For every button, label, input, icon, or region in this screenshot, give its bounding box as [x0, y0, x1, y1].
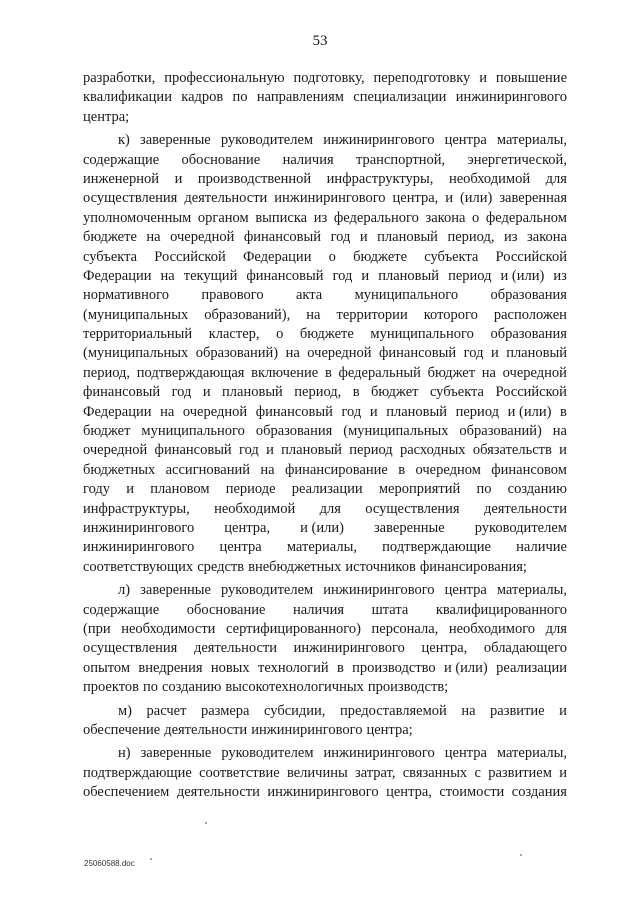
word: руководителем	[220, 582, 314, 599]
word: центра,	[392, 190, 439, 207]
word: подготовку,	[293, 70, 365, 86]
word: образования	[490, 326, 567, 343]
word: инжинирингового	[83, 519, 195, 536]
word: расположен	[493, 306, 567, 323]
text-line	[83, 620, 567, 639]
word: предоставляемой	[339, 702, 447, 719]
text-line	[83, 702, 567, 721]
word: связанных	[402, 764, 468, 781]
word: инжинирингового	[455, 89, 567, 106]
word: средств	[197, 558, 245, 575]
word: и	[361, 267, 370, 284]
word: расчет	[146, 702, 187, 719]
word: на	[160, 267, 175, 284]
word: (муниципальных	[343, 423, 449, 440]
word: создания	[511, 784, 567, 801]
word: плановый	[222, 384, 283, 401]
word: осуществления	[365, 500, 460, 517]
word: субъекта	[429, 384, 484, 401]
word: соответствие	[199, 764, 280, 781]
word: центра;	[83, 108, 130, 125]
word: в	[324, 364, 332, 381]
word: для	[545, 620, 567, 637]
word: муниципального	[354, 287, 459, 304]
word: плановый	[386, 403, 448, 420]
word: затрат,	[354, 764, 396, 781]
word: Федерации	[83, 267, 152, 284]
word: н)	[118, 745, 131, 762]
word: с	[474, 764, 481, 781]
text-line	[83, 228, 567, 247]
word: содержащие	[83, 151, 160, 168]
text-line	[83, 88, 567, 107]
word: профессиональную	[164, 70, 285, 86]
word: очередной	[307, 345, 372, 362]
word: плановый	[377, 229, 438, 246]
word: год	[171, 384, 192, 401]
word: материалы,	[496, 582, 567, 599]
word: (муниципальных	[83, 345, 189, 362]
word: на	[461, 702, 476, 719]
word: руководителем	[221, 745, 314, 762]
word: период,	[447, 229, 495, 246]
word: реализации	[496, 659, 567, 676]
word: (муниципальных	[83, 306, 189, 323]
word: акта	[296, 287, 323, 304]
word: наличие	[516, 539, 567, 556]
text-line	[83, 744, 567, 763]
word: финансовый	[246, 267, 324, 284]
word: плановый	[506, 345, 567, 362]
word: финансовый	[379, 345, 457, 362]
text-line	[83, 678, 567, 697]
word: муниципального	[141, 423, 245, 440]
word: год	[332, 267, 353, 284]
word: образования	[490, 287, 567, 304]
word: деятельности	[164, 721, 248, 738]
word: транспортной,	[355, 151, 446, 168]
word: и	[559, 764, 567, 781]
word: и	[559, 442, 567, 459]
word: опытом	[83, 659, 131, 676]
word: и (или)	[500, 267, 545, 284]
text-line	[83, 639, 567, 658]
word: кластер,	[208, 326, 260, 343]
word: период,	[294, 384, 342, 401]
word: образований),	[204, 306, 291, 323]
word: федерального	[333, 209, 419, 226]
word: инжинирингового	[274, 190, 386, 207]
word: плановый	[281, 442, 342, 459]
word: финансовом	[491, 461, 567, 478]
text-line	[83, 783, 567, 802]
word: год	[239, 442, 259, 459]
text-line	[83, 403, 567, 422]
scan-speck	[150, 858, 152, 860]
word: производство	[352, 659, 436, 676]
text-line	[83, 364, 567, 383]
word: необходимого	[448, 620, 536, 637]
word: на	[146, 229, 161, 246]
word: центра,	[386, 784, 432, 801]
word: наличия	[282, 151, 334, 168]
word: производств;	[367, 679, 449, 696]
word: очередной	[182, 403, 248, 420]
word: центра,	[224, 519, 271, 536]
page-number: 53	[312, 33, 328, 49]
word: центра	[444, 745, 487, 762]
word: на	[285, 345, 300, 362]
word: и (или)	[507, 403, 552, 420]
word: федеральном	[485, 209, 567, 226]
word: и	[479, 70, 487, 86]
text-line	[83, 422, 567, 441]
word: инжинирингового	[323, 132, 435, 149]
word: инжинирингового	[323, 582, 435, 599]
word: руководителем	[220, 132, 314, 149]
word: соответствующих	[83, 558, 194, 575]
word: инжинирингового	[323, 745, 435, 762]
text-line	[83, 267, 567, 286]
word: штата	[371, 601, 409, 618]
text-line	[83, 764, 567, 783]
word: переподготовку	[373, 70, 471, 86]
word: материалы,	[496, 132, 567, 149]
word: о	[276, 326, 284, 343]
word: заверенная	[499, 190, 567, 207]
word: период	[349, 442, 393, 459]
word: бюджете	[353, 248, 408, 265]
text-line	[83, 108, 567, 127]
word: заверенные	[140, 132, 211, 149]
word: правового	[201, 287, 264, 304]
word: расходных	[399, 442, 466, 459]
word: центра	[219, 539, 262, 556]
word: в	[560, 403, 567, 420]
word: центра	[444, 582, 487, 599]
word: сертифицированного)	[226, 620, 361, 637]
word: проектов	[83, 679, 139, 696]
word: центра	[444, 132, 487, 149]
text-line	[83, 519, 567, 538]
word: деятельности	[193, 640, 277, 657]
word: выписка	[255, 209, 308, 226]
word: инжинирингового	[251, 721, 363, 738]
scan-speck	[205, 822, 207, 824]
text-line	[83, 558, 567, 577]
word: финансирования;	[419, 558, 527, 575]
word: год	[330, 229, 351, 246]
word: Российской	[495, 248, 567, 265]
word: наличия	[292, 601, 345, 618]
word: финансовый	[83, 384, 161, 401]
word: субъекта	[424, 248, 479, 265]
word: и	[490, 345, 499, 362]
word: подтверждающие	[382, 539, 491, 556]
word: реализации	[291, 481, 363, 498]
word: к)	[118, 132, 130, 149]
text-line	[83, 209, 567, 228]
word: ассигнований	[165, 461, 250, 478]
word: технологий	[258, 659, 329, 676]
word: центра;	[366, 721, 413, 738]
word: обязательств	[472, 442, 552, 459]
word: размера	[200, 702, 250, 719]
word: созданию	[161, 679, 222, 696]
word: Федерации	[242, 248, 312, 265]
word: на	[260, 461, 275, 478]
word: заверенные	[373, 519, 445, 536]
word: (или)	[459, 190, 493, 207]
word: деятельности	[184, 190, 268, 207]
word: из	[504, 229, 518, 246]
text-line	[83, 581, 567, 600]
body-text	[83, 69, 567, 802]
word: квалифицированного	[435, 601, 567, 618]
text-line	[83, 170, 567, 189]
text-line	[83, 286, 567, 305]
word: плановый	[378, 267, 440, 284]
word: источников	[345, 558, 416, 575]
text-line	[83, 480, 567, 499]
word: и	[202, 384, 211, 401]
word: специализации	[353, 89, 447, 106]
word: внебюджетных	[248, 558, 342, 575]
word: федеральный	[338, 364, 421, 381]
word: из	[313, 209, 328, 226]
text-line	[83, 500, 567, 519]
word: для	[545, 170, 567, 187]
word: период,	[83, 364, 131, 381]
word: внедрения	[138, 659, 203, 676]
word: центра,	[421, 640, 468, 657]
word: осуществления	[83, 190, 178, 207]
word: очередном	[415, 461, 481, 478]
word: очередной	[83, 442, 148, 459]
text-line	[83, 383, 567, 402]
text-line	[83, 131, 567, 150]
word: повышение	[495, 70, 567, 86]
word: образования	[255, 423, 333, 440]
text-line	[83, 306, 567, 325]
word: и	[126, 481, 134, 498]
word: подтверждающие	[83, 764, 192, 781]
word: периоде	[225, 481, 276, 498]
word: нормативного	[83, 287, 169, 304]
word: год	[463, 345, 484, 362]
word: обоснование	[186, 601, 266, 618]
word: кадров	[181, 89, 224, 106]
word: (при	[83, 620, 111, 637]
word: по	[232, 89, 248, 106]
word: субъекта	[83, 248, 138, 265]
word: из	[553, 267, 567, 284]
word: развитием	[488, 764, 552, 781]
word: и	[559, 702, 567, 719]
word: текущий	[183, 267, 238, 284]
word: квалификации	[83, 89, 172, 106]
text-line	[83, 189, 567, 208]
word: бюджет	[427, 364, 476, 381]
word: по	[142, 679, 158, 696]
word: м)	[118, 702, 133, 719]
word: обеспечением	[83, 784, 170, 801]
word: в	[398, 461, 406, 478]
word: инфраструктуры,	[326, 170, 434, 187]
word: очередной	[170, 229, 235, 246]
word: заверенные	[140, 745, 212, 762]
word: обладающего	[483, 640, 567, 657]
word: направлениям	[256, 89, 344, 106]
word: и	[266, 442, 274, 459]
word: развитие	[490, 702, 545, 719]
word: на	[552, 423, 567, 440]
word: содержащие	[83, 601, 160, 618]
word: бюджете	[83, 229, 137, 246]
word: для	[319, 500, 341, 517]
word: году	[83, 481, 111, 498]
word: величины	[286, 764, 348, 781]
word: стоимости	[439, 784, 505, 801]
text-line	[83, 538, 567, 557]
word: образований)	[459, 423, 542, 440]
word: очередной	[502, 364, 567, 381]
word: материалы,	[496, 745, 567, 762]
word: подтверждающая	[136, 364, 245, 381]
word: закона	[527, 229, 567, 246]
word: обоснование	[181, 151, 261, 168]
word: и	[174, 170, 183, 187]
word: руководителем	[474, 519, 567, 536]
word: энергетической,	[467, 151, 567, 168]
word: которого	[423, 306, 478, 323]
word: необходимой	[214, 500, 296, 517]
word: о	[328, 248, 336, 265]
word: уполномоченным	[83, 209, 192, 226]
word: необходимой	[448, 170, 531, 187]
word: разработки,	[83, 70, 156, 86]
word: Российской	[495, 384, 567, 401]
text-line	[83, 344, 567, 363]
word: о	[472, 209, 480, 226]
word: на	[306, 306, 321, 323]
word: муниципального	[370, 326, 474, 343]
word: бюджете	[299, 326, 354, 343]
word: бюджет	[83, 423, 131, 440]
word: закона	[425, 209, 466, 226]
text-line	[83, 441, 567, 460]
word: плановом	[150, 481, 210, 498]
text-line	[83, 325, 567, 344]
word: инжинирингового	[83, 539, 195, 556]
word: бюджет	[371, 384, 419, 401]
word: год	[341, 403, 362, 420]
word: мероприятий	[378, 481, 461, 498]
word: инженерной	[83, 170, 159, 187]
word: и (или)	[443, 659, 488, 676]
word: включение	[251, 364, 319, 381]
word: производственной	[197, 170, 312, 187]
word: персонала,	[371, 620, 439, 637]
scan-speck	[520, 854, 522, 856]
text-line	[83, 461, 567, 480]
word: территории	[336, 306, 408, 323]
footer-filename: 25060588.doc	[84, 859, 135, 868]
word: л)	[118, 582, 131, 599]
word: материалы,	[286, 539, 357, 556]
word: заверенные	[140, 582, 211, 599]
word: инжинирингового	[267, 784, 379, 801]
word: на	[481, 364, 496, 381]
word: период	[455, 403, 500, 420]
word: деятельности	[176, 784, 260, 801]
word: высокотехнологичных	[225, 679, 364, 696]
word: финансовый	[255, 403, 333, 420]
text-line	[83, 721, 567, 740]
word: финансовый	[243, 229, 322, 246]
word: период	[448, 267, 492, 284]
word: в	[336, 659, 344, 676]
word: деятельности	[483, 500, 567, 517]
word: инжинирингового	[293, 640, 405, 657]
word: инфраструктуры,	[83, 500, 190, 517]
word: обеспечение	[83, 721, 161, 738]
word: финансовый	[154, 442, 232, 459]
word: образований)	[195, 345, 279, 362]
word: финансирование	[284, 461, 388, 478]
word: территориальный	[83, 326, 193, 343]
word: созданию	[507, 481, 567, 498]
word: и (или)	[300, 519, 344, 536]
text-line	[83, 659, 567, 678]
word: новых	[210, 659, 250, 676]
word: в	[352, 384, 360, 401]
word: субсидии,	[264, 702, 326, 719]
text-line	[83, 151, 567, 170]
word: необходимости	[121, 620, 216, 637]
text-line	[83, 69, 567, 88]
word: Российской	[154, 248, 226, 265]
text-line	[83, 248, 567, 267]
word: по	[476, 481, 492, 498]
word: Федерации	[83, 403, 152, 420]
word: бюджетных	[83, 461, 156, 478]
text-line	[83, 601, 567, 620]
word: осуществления	[83, 640, 178, 657]
word: на	[160, 403, 175, 420]
word: и	[445, 190, 453, 207]
word: и	[359, 229, 368, 246]
word: органом	[197, 209, 249, 226]
word: и	[369, 403, 378, 420]
